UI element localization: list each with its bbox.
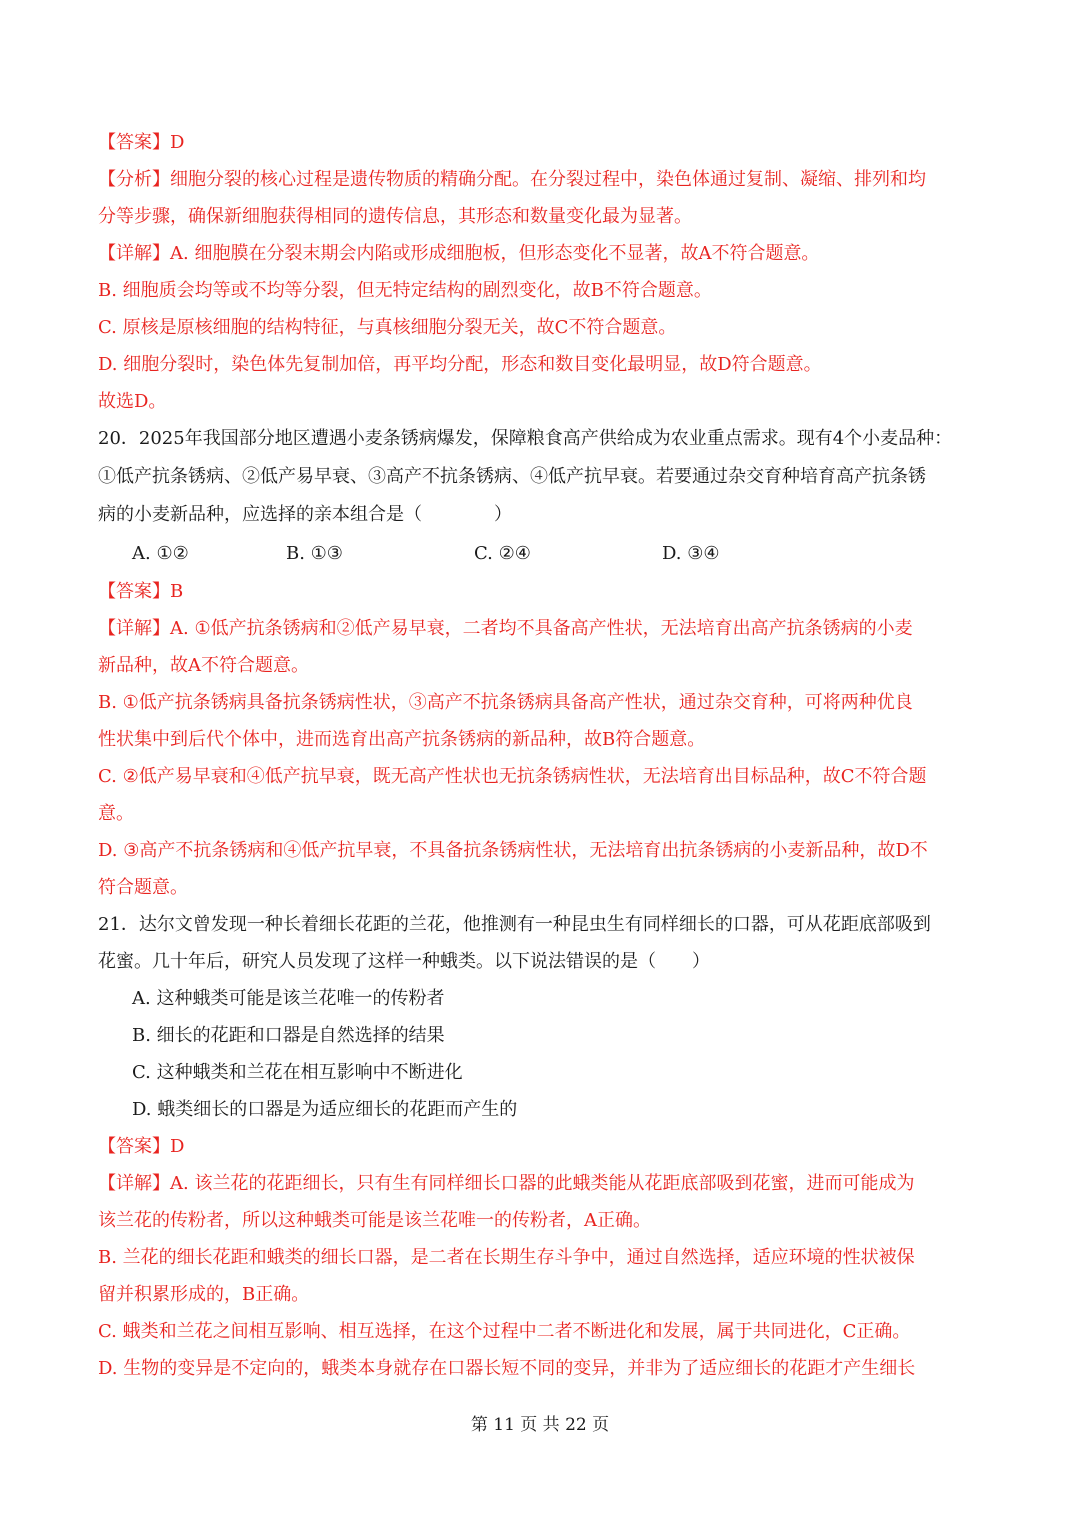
q19-detail-d: D. 细胞分裂时，染色体先复制加倍，再平均分配，形态和数目变化最明显，故D符合题意。: [98, 354, 822, 375]
q21-detail-line-4: 留并积累形成的，B正确。: [98, 1284, 310, 1305]
q20-detail-line-1: 【详解】A. ①低产抗条锈病和②低产易早衰，二者均不具备高产性状，无法培育出高产抗条锈病的小麦: [98, 618, 913, 639]
q20-answer: 【答案】B: [98, 581, 184, 602]
q20-detail-line-4: 性状集中到后代个体中，进而选育出高产抗条锈病的新品种，故B符合题意。: [98, 729, 706, 750]
q19-conclusion: 故选D。: [98, 391, 167, 412]
q21-detail-line-6: D. 生物的变异是不定向的，蛾类本身就存在口器长短不同的变异，并非为了适应细长的花距才产生细长: [98, 1358, 916, 1379]
q19-detail-b: B. 细胞质会均等或不均等分裂，但无特定结构的剧烈变化，故B不符合题意。: [98, 280, 712, 301]
q21-answer: 【答案】D: [98, 1136, 185, 1157]
q21-option-b: B. 细长的花距和口器是自然选择的结果: [132, 1025, 445, 1046]
q21-option-a: A. 这种蛾类可能是该兰花唯一的传粉者: [132, 988, 445, 1009]
q21-detail-line-1: 【详解】A. 该兰花的花距细长，只有生有同样细长口器的此蛾类能从花距底部吸到花蜜，进而可能成为: [98, 1173, 915, 1194]
q20-option-b: B. ①③: [286, 543, 343, 564]
q20-stem-line-3: 病的小麦新品种，应选择的亲本组合是（ ）: [98, 504, 512, 525]
q21-stem-line-2: 花蜜。几十年后，研究人员发现了这样一种蛾类。以下说法错误的是（ ）: [98, 951, 710, 972]
q20-option-a: A. ①②: [132, 543, 189, 564]
q20-detail-line-2: 新品种，故A不符合题意。: [98, 655, 309, 676]
q21-option-c: C. 这种蛾类和兰花在相互影响中不断进化: [132, 1062, 463, 1083]
q19-analysis-line-2: 分等步骤，确保新细胞获得相同的遗传信息，其形态和数量变化最为显著。: [98, 206, 692, 227]
q20-stem-line-2: ①低产抗条锈病、②低产易早衰、③高产不抗条锈病、④低产抗早衰。若要通过杂交育种培育高产抗条锈: [98, 466, 926, 487]
q20-detail-line-5: C. ②低产易早衰和④低产抗早衰，既无高产性状也无抗条锈病性状，无法培育出目标品种，故C不符合题: [98, 766, 927, 787]
q19-detail-c: C. 原核是原核细胞的结构特征，与真核细胞分裂无关，故C不符合题意。: [98, 317, 677, 338]
q19-analysis-line-1: 【分析】细胞分裂的核心过程是遗传物质的精确分配。在分裂过程中，染色体通过复制、凝缩、排列和均: [98, 169, 926, 190]
q20-detail-line-7: D. ③高产不抗条锈病和④低产抗早衰，不具备抗条锈病性状，无法培育出抗条锈病的小麦新品种，故D不: [98, 840, 928, 861]
q21-detail-line-2: 该兰花的传粉者，所以这种蛾类可能是该兰花唯一的传粉者，A正确。: [98, 1210, 651, 1231]
q20-stem-line-1: 20．2025年我国部分地区遭遇小麦条锈病爆发，保障粮食高产供给成为农业重点需求。现有4个小麦品种：: [98, 428, 953, 449]
q19-answer: 【答案】D: [98, 132, 185, 153]
q21-stem-line-1: 21．达尔文曾发现一种长着细长花距的兰花，他推测有一种昆虫生有同样细长的口器，可从花距底部吸到: [98, 914, 931, 935]
q20-option-c: C. ②④: [474, 543, 531, 564]
q21-detail-line-5: C. 蛾类和兰花之间相互影响、相互选择，在这个过程中二者不断进化和发展，属于共同进化，C正确。: [98, 1321, 911, 1342]
q21-detail-line-3: B. 兰花的细长花距和蛾类的细长口器，是二者在长期生存斗争中，通过自然选择，适应环境的性状被保: [98, 1247, 915, 1268]
q20-detail-line-8: 符合题意。: [98, 877, 188, 898]
q21-option-d: D. 蛾类细长的口器是为适应细长的花距而产生的: [132, 1099, 518, 1120]
q20-detail-line-3: B. ①低产抗条锈病具备抗条锈病性状，③高产不抗条锈病具备高产性状，通过杂交育种，可将两种优良: [98, 692, 913, 713]
q20-option-d: D. ③④: [662, 543, 720, 564]
q20-detail-line-6: 意。: [98, 803, 134, 824]
q19-detail-a: 【详解】A. 细胞膜在分裂末期会内陷或形成细胞板，但形态变化不显著，故A不符合题意。: [98, 243, 820, 264]
page-number-footer: 第 11 页 共 22 页: [470, 1415, 610, 1435]
